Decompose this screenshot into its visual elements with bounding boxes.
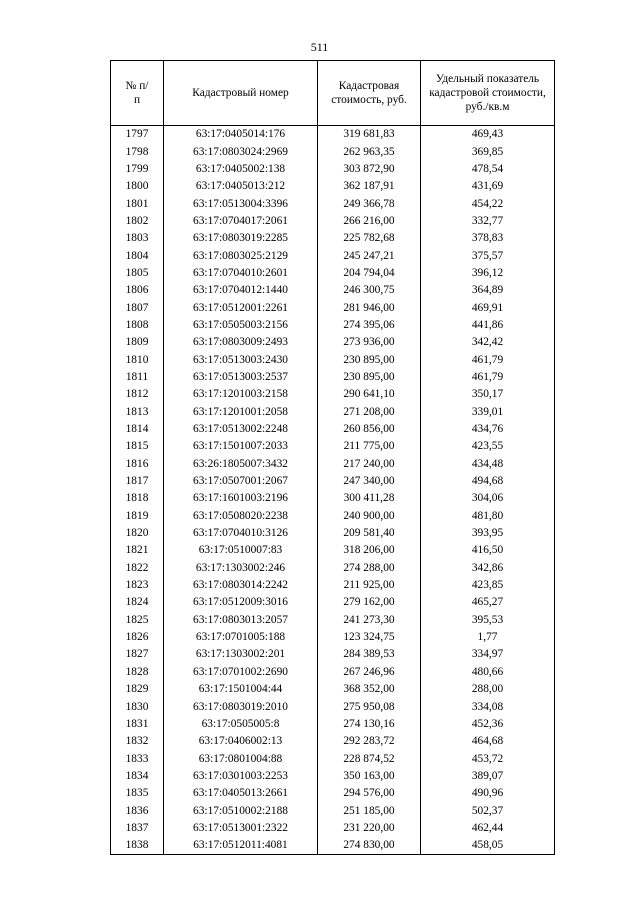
cell-cadastral-number: 63:17:0512001:2261 [164, 299, 318, 316]
cell-cadastral-number: 63:17:0513001:2322 [164, 820, 318, 837]
cell-cadastral-number: 63:17:0405013:2661 [164, 785, 318, 802]
cell-unit-value: 465,27 [421, 594, 555, 611]
cell-cadastral-value: 123 324,75 [318, 629, 421, 646]
cell-cadastral-number: 63:17:0803025:2129 [164, 247, 318, 264]
cell-index: 1804 [111, 247, 164, 264]
cell-unit-value: 416,50 [421, 542, 555, 559]
table-row [111, 612, 555, 629]
table-body [111, 126, 555, 855]
cell-cadastral-number: 63:17:1501007:2033 [164, 438, 318, 455]
cell-unit-value: 478,54 [421, 161, 555, 178]
cell-cadastral-number: 63:17:0406002:13 [164, 733, 318, 750]
cell-cadastral-number: 63:17:0701005:188 [164, 629, 318, 646]
cell-index: 1824 [111, 594, 164, 611]
cell-cadastral-value: 209 581,40 [318, 525, 421, 542]
cell-cadastral-number: 63:17:0505003:2156 [164, 317, 318, 334]
cell-cadastral-value: 271 208,00 [318, 404, 421, 421]
cell-cadastral-number: 63:17:1201003:2158 [164, 386, 318, 403]
table-row [111, 334, 555, 351]
table-row [111, 230, 555, 247]
cell-index: 1817 [111, 473, 164, 490]
cell-unit-value: 375,57 [421, 247, 555, 264]
table-row [111, 456, 555, 473]
cell-index: 1802 [111, 213, 164, 230]
table-row [111, 317, 555, 334]
table-row [111, 421, 555, 438]
cell-cadastral-value: 267 246,96 [318, 664, 421, 681]
cell-cadastral-number: 63:17:0512009:3016 [164, 594, 318, 611]
cell-index: 1821 [111, 542, 164, 559]
cell-unit-value: 441,86 [421, 317, 555, 334]
table-row [111, 560, 555, 577]
cell-index: 1835 [111, 785, 164, 802]
cell-cadastral-value: 318 206,00 [318, 542, 421, 559]
cell-cadastral-number: 63:17:0803013:2057 [164, 612, 318, 629]
table-row [111, 369, 555, 386]
table-row [111, 837, 555, 855]
cell-index: 1820 [111, 525, 164, 542]
cell-index: 1807 [111, 299, 164, 316]
cell-index: 1822 [111, 560, 164, 577]
cell-unit-value: 389,07 [421, 768, 555, 785]
cell-unit-value: 481,80 [421, 508, 555, 525]
cell-index: 1814 [111, 421, 164, 438]
header-unit-value: Удельный показатель кадастровой стоимости, руб./кв.м [421, 61, 555, 126]
cell-cadastral-value: 247 340,00 [318, 473, 421, 490]
cell-cadastral-value: 249 366,78 [318, 195, 421, 212]
cell-unit-value: 490,96 [421, 785, 555, 802]
table-row [111, 178, 555, 195]
cell-cadastral-number: 63:17:0510002:2188 [164, 802, 318, 819]
cell-unit-value: 369,85 [421, 143, 555, 160]
cell-cadastral-value: 211 925,00 [318, 577, 421, 594]
table-row [111, 698, 555, 715]
cell-cadastral-value: 303 872,90 [318, 161, 421, 178]
cell-unit-value: 395,53 [421, 612, 555, 629]
cell-cadastral-number: 63:17:0513003:2430 [164, 351, 318, 368]
cell-unit-value: 462,44 [421, 820, 555, 837]
cell-cadastral-value: 225 782,68 [318, 230, 421, 247]
table-row [111, 143, 555, 160]
cell-index: 1800 [111, 178, 164, 195]
cell-cadastral-number: 63:17:0701002:2690 [164, 664, 318, 681]
cell-unit-value: 423,55 [421, 438, 555, 455]
table-row [111, 768, 555, 785]
cell-cadastral-value: 284 389,53 [318, 646, 421, 663]
cell-unit-value: 458,05 [421, 837, 555, 855]
cell-cadastral-number: 63:17:0405014:176 [164, 126, 318, 144]
cell-index: 1827 [111, 646, 164, 663]
cell-index: 1812 [111, 386, 164, 403]
cell-unit-value: 469,43 [421, 126, 555, 144]
cell-index: 1798 [111, 143, 164, 160]
cell-cadastral-value: 251 185,00 [318, 802, 421, 819]
cell-unit-value: 480,66 [421, 664, 555, 681]
cell-cadastral-value: 300 411,28 [318, 490, 421, 507]
cell-cadastral-value: 274 288,00 [318, 560, 421, 577]
cell-index: 1815 [111, 438, 164, 455]
cell-cadastral-value: 319 681,83 [318, 126, 421, 144]
cell-cadastral-value: 262 963,35 [318, 143, 421, 160]
header-cadastral-value: Кадастровая стоимость, руб. [318, 61, 421, 126]
cell-index: 1808 [111, 317, 164, 334]
cell-cadastral-number: 63:17:0704010:3126 [164, 525, 318, 542]
table-row [111, 716, 555, 733]
table-row [111, 733, 555, 750]
cell-index: 1810 [111, 351, 164, 368]
cell-index: 1823 [111, 577, 164, 594]
table-row [111, 126, 555, 144]
cell-unit-value: 364,89 [421, 282, 555, 299]
cell-unit-value: 461,79 [421, 351, 555, 368]
cell-index: 1801 [111, 195, 164, 212]
cell-index: 1836 [111, 802, 164, 819]
cell-cadastral-value: 230 895,00 [318, 369, 421, 386]
cell-cadastral-number: 63:17:0704012:1440 [164, 282, 318, 299]
cell-cadastral-number: 63:26:1805007:3432 [164, 456, 318, 473]
cell-index: 1806 [111, 282, 164, 299]
table-row [111, 802, 555, 819]
cell-index: 1831 [111, 716, 164, 733]
cell-cadastral-number: 63:17:0512011:4081 [164, 837, 318, 855]
cell-cadastral-number: 63:17:0513002:2248 [164, 421, 318, 438]
cell-unit-value: 350,17 [421, 386, 555, 403]
cell-cadastral-value: 273 936,00 [318, 334, 421, 351]
cell-index: 1829 [111, 681, 164, 698]
cell-cadastral-number: 63:17:0510007:83 [164, 542, 318, 559]
cell-unit-value: 378,83 [421, 230, 555, 247]
cell-unit-value: 334,97 [421, 646, 555, 663]
cell-index: 1832 [111, 733, 164, 750]
table-row [111, 247, 555, 264]
cell-cadastral-number: 63:17:0508020:2238 [164, 508, 318, 525]
cell-cadastral-value: 240 900,00 [318, 508, 421, 525]
cell-cadastral-value: 274 830,00 [318, 837, 421, 855]
cell-cadastral-number: 63:17:0803014:2242 [164, 577, 318, 594]
cell-cadastral-number: 63:17:0803009:2493 [164, 334, 318, 351]
table-row [111, 213, 555, 230]
cell-cadastral-value: 362 187,91 [318, 178, 421, 195]
cell-cadastral-number: 63:17:0513003:2537 [164, 369, 318, 386]
cell-cadastral-number: 63:17:0801004:88 [164, 750, 318, 767]
cell-index: 1809 [111, 334, 164, 351]
cell-unit-value: 423,85 [421, 577, 555, 594]
table-row [111, 386, 555, 403]
cell-cadastral-value: 350 163,00 [318, 768, 421, 785]
cell-cadastral-number: 63:17:1501004:44 [164, 681, 318, 698]
table-row [111, 490, 555, 507]
cell-cadastral-value: 241 273,30 [318, 612, 421, 629]
cell-cadastral-number: 63:17:1601003:2196 [164, 490, 318, 507]
cell-cadastral-value: 294 576,00 [318, 785, 421, 802]
cell-unit-value: 396,12 [421, 265, 555, 282]
cell-unit-value: 464,68 [421, 733, 555, 750]
cell-index: 1818 [111, 490, 164, 507]
cell-unit-value: 502,37 [421, 802, 555, 819]
cell-unit-value: 494,68 [421, 473, 555, 490]
cell-cadastral-number: 63:17:0803019:2285 [164, 230, 318, 247]
cell-index: 1799 [111, 161, 164, 178]
table-row [111, 577, 555, 594]
cell-cadastral-number: 63:17:1303002:201 [164, 646, 318, 663]
header-index: № п/п [111, 61, 164, 126]
table-row [111, 664, 555, 681]
cell-cadastral-number: 63:17:0803019:2010 [164, 698, 318, 715]
table-row [111, 473, 555, 490]
cell-cadastral-value: 292 283,72 [318, 733, 421, 750]
table-row [111, 820, 555, 837]
cell-unit-value: 334,08 [421, 698, 555, 715]
cell-unit-value: 1,77 [421, 629, 555, 646]
cell-index: 1833 [111, 750, 164, 767]
table-row [111, 629, 555, 646]
cell-index: 1805 [111, 265, 164, 282]
cell-index: 1838 [111, 837, 164, 855]
cell-cadastral-number: 63:17:0513004:3396 [164, 195, 318, 212]
cell-cadastral-number: 63:17:0505005:8 [164, 716, 318, 733]
table-row [111, 161, 555, 178]
cell-cadastral-value: 266 216,00 [318, 213, 421, 230]
page-number: 511 [310, 40, 329, 54]
table-row [111, 681, 555, 698]
cell-cadastral-value: 231 220,00 [318, 820, 421, 837]
table-header-row [111, 61, 555, 126]
table-row [111, 525, 555, 542]
cell-index: 1803 [111, 230, 164, 247]
cell-cadastral-value: 368 352,00 [318, 681, 421, 698]
cell-unit-value: 453,72 [421, 750, 555, 767]
cell-cadastral-value: 260 856,00 [318, 421, 421, 438]
cell-cadastral-number: 63:17:0405002:138 [164, 161, 318, 178]
cell-cadastral-value: 204 794,04 [318, 265, 421, 282]
cadastral-table [110, 60, 555, 855]
cell-index: 1816 [111, 456, 164, 473]
cell-cadastral-value: 281 946,00 [318, 299, 421, 316]
cell-cadastral-value: 211 775,00 [318, 438, 421, 455]
table-row [111, 351, 555, 368]
header-cadastral-number: Кадастровый номер [164, 61, 318, 126]
cell-cadastral-value: 274 130,16 [318, 716, 421, 733]
table-row [111, 542, 555, 559]
table-row [111, 508, 555, 525]
cell-cadastral-number: 63:17:0405013:212 [164, 178, 318, 195]
cell-unit-value: 342,86 [421, 560, 555, 577]
cell-unit-value: 342,42 [421, 334, 555, 351]
table-row [111, 299, 555, 316]
table-row [111, 195, 555, 212]
cell-unit-value: 339,01 [421, 404, 555, 421]
table-row [111, 265, 555, 282]
table-row [111, 646, 555, 663]
cell-unit-value: 454,22 [421, 195, 555, 212]
table-row [111, 438, 555, 455]
cell-unit-value: 469,91 [421, 299, 555, 316]
cell-index: 1837 [111, 820, 164, 837]
cell-cadastral-value: 230 895,00 [318, 351, 421, 368]
cell-unit-value: 461,79 [421, 369, 555, 386]
cell-cadastral-number: 63:17:0803024:2969 [164, 143, 318, 160]
cell-unit-value: 434,76 [421, 421, 555, 438]
cell-cadastral-number: 63:17:0301003:2253 [164, 768, 318, 785]
cell-index: 1826 [111, 629, 164, 646]
cell-cadastral-value: 228 874,52 [318, 750, 421, 767]
cell-index: 1813 [111, 404, 164, 421]
cell-cadastral-value: 279 162,00 [318, 594, 421, 611]
cell-cadastral-number: 63:17:0704010:2601 [164, 265, 318, 282]
cell-unit-value: 304,06 [421, 490, 555, 507]
cell-cadastral-number: 63:17:1201001:2058 [164, 404, 318, 421]
table-row [111, 785, 555, 802]
cell-cadastral-value: 217 240,00 [318, 456, 421, 473]
table-row [111, 750, 555, 767]
cell-index: 1834 [111, 768, 164, 785]
cell-unit-value: 434,48 [421, 456, 555, 473]
cell-index: 1830 [111, 698, 164, 715]
cell-cadastral-number: 63:17:1303002:246 [164, 560, 318, 577]
table-row [111, 282, 555, 299]
cell-unit-value: 431,69 [421, 178, 555, 195]
cell-unit-value: 452,36 [421, 716, 555, 733]
cell-unit-value: 393,95 [421, 525, 555, 542]
cell-index: 1797 [111, 126, 164, 144]
cell-index: 1819 [111, 508, 164, 525]
table-row [111, 594, 555, 611]
table-row [111, 404, 555, 421]
cell-unit-value: 288,00 [421, 681, 555, 698]
cell-cadastral-value: 274 395,06 [318, 317, 421, 334]
cell-unit-value: 332,77 [421, 213, 555, 230]
cell-cadastral-number: 63:17:0704017:2061 [164, 213, 318, 230]
cell-index: 1825 [111, 612, 164, 629]
cell-cadastral-value: 275 950,08 [318, 698, 421, 715]
cell-cadastral-value: 245 247,21 [318, 247, 421, 264]
cell-index: 1811 [111, 369, 164, 386]
cell-cadastral-number: 63:17:0507001:2067 [164, 473, 318, 490]
cell-index: 1828 [111, 664, 164, 681]
cell-cadastral-value: 246 300,75 [318, 282, 421, 299]
cell-cadastral-value: 290 641,10 [318, 386, 421, 403]
